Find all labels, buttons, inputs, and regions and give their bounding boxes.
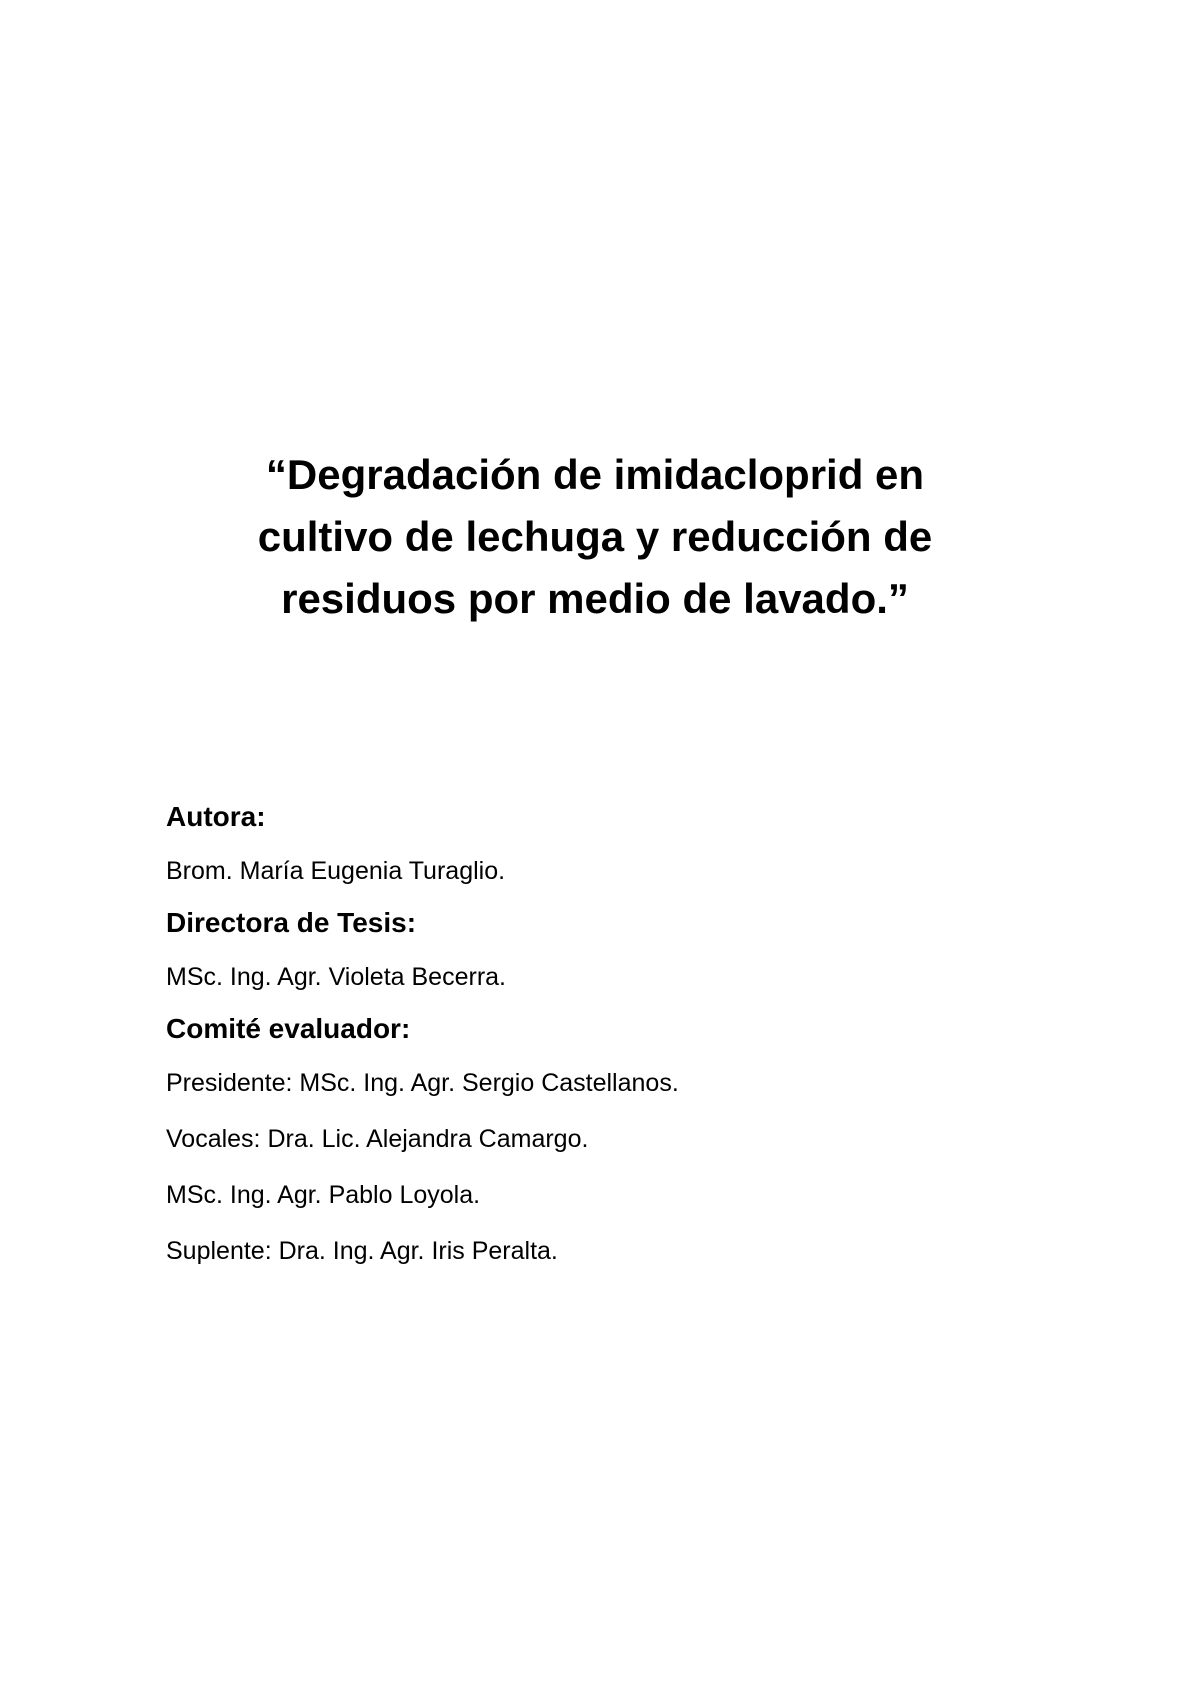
thesis-title [0,444,1190,630]
committee-member-substitute: Suplente: Dra. Ing. Agr. Iris Peralta. [166,1237,558,1265]
author-name: Brom. María Eugenia Turaglio. [166,857,506,885]
credits-section [166,800,1066,1266]
title-line-2: cultivo de lechuga y reducción de [257,513,933,560]
author-heading: Autora: [166,801,266,832]
title-line-3: residuos por medio de lavado.” [281,575,909,622]
committee-member-president: Presidente: MSc. Ing. Agr. Sergio Castellanos. [166,1069,679,1097]
title-line-1: “Degradación de imidacloprid en [265,451,925,498]
committee-member-vocal-1: Vocales: Dra. Lic. Alejandra Camargo. [166,1125,589,1153]
committee-member-vocal-2: MSc. Ing. Agr. Pablo Loyola. [166,1181,481,1209]
director-heading: Directora de Tesis: [166,907,417,938]
committee-heading: Comité evaluador: [166,1013,411,1044]
director-name: MSc. Ing. Agr. Violeta Becerra. [166,963,506,991]
